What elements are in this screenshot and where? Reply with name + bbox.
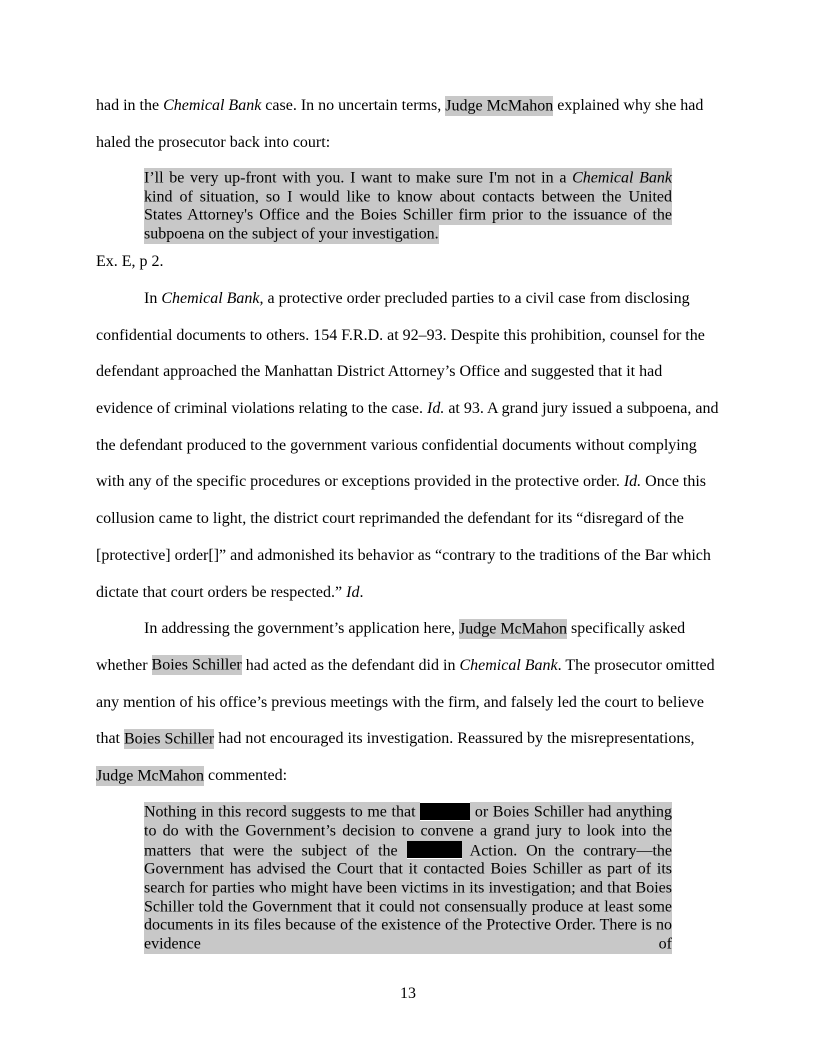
highlighted-text: or Boies Schiller had anything to do with the Government’s decision to convene a grand jury to look into the matters that were the subject of the (144, 803, 673, 860)
document-body (96, 88, 720, 954)
page-number: 13 (400, 985, 416, 1002)
highlighted-text: Judge McMahon (96, 767, 204, 785)
italic-text: Chemical Bank (459, 656, 558, 674)
italic-text: Chemical Bank, (161, 289, 264, 307)
italic-text: Id. (623, 473, 642, 491)
text-run: . The prosecutor omitted any mention of his office’s previous meetings with the firm, and falsely led the court to believe that (96, 656, 715, 748)
highlighted-text: Nothing in this record suggests to me that (144, 803, 421, 821)
text-run: Once this collusion came to light, the district court reprimanded the defendant for its “disregard of the [protective] order[]” and admonished its behavior as “contrary to the traditions of the Bar which dictate that court orders be respected.” (96, 473, 711, 601)
text-run: had acted as the defendant did in (241, 656, 460, 674)
block-quote (144, 803, 672, 955)
page-footer (0, 985, 816, 1003)
italic-text: Id. (427, 400, 445, 418)
paragraph (96, 88, 720, 161)
text-run: commented: (203, 767, 288, 785)
text-run: specifically asked whether (96, 620, 686, 674)
text-run: . (359, 583, 364, 601)
text-run: a protective order precluded parties to a civil case from disclosing confidential documents to others. 154 F.R.D. at 92–93. Despite this prohibition, counsel for the defendant approached the Manhattan District Attorney’s Office and suggested that it had evidence of criminal violations relating to the case. (96, 289, 705, 418)
text-run: In addressing the government’s application here, (144, 620, 460, 638)
paragraph (96, 611, 720, 795)
highlighted-text: Boies Schiller (151, 656, 242, 674)
paragraph (96, 244, 720, 281)
text-run: explained why she had haled the prosecutor back into court: (96, 97, 704, 151)
highlighted-text: Judge McMahon (445, 97, 554, 114)
italic-text: Chemical Bank (163, 97, 262, 114)
text-run: had in the (96, 97, 164, 114)
highlighted-text: I’ll be very up-front with you. I want to make sure I'm not in a (144, 169, 573, 187)
paragraph (96, 281, 720, 611)
italic-text: Id (346, 583, 360, 601)
text-run: In (144, 289, 162, 307)
text-run: Ex. E, p 2. (96, 253, 164, 271)
redaction-box (420, 803, 470, 820)
redaction-box (407, 841, 462, 858)
highlighted-text: Judge McMahon (459, 620, 567, 638)
highlighted-text: Boies Schiller (124, 730, 215, 748)
highlighted-text: Chemical Bank (572, 169, 672, 187)
text-run: had not encouraged its investigation. Reassured by the misrepresentations, (214, 730, 695, 748)
highlighted-text: kind of situation, so I would like to know about contacts between the United States Attorney's Office and the Boies Schiller firm prior to the issuance of the subpoena on the subject of your investigation. (144, 188, 672, 243)
highlighted-text: Action. On the contrary—the Government has advised the Court that it contacted Boies Schiller as part of its search for parties who might have been victims in its investigation; and that Boies Schiller told the Government that it could not consensually produce at least some documents in its files because of the existence of the Protective Order. There is no evidence of (144, 842, 672, 953)
block-quote (144, 169, 672, 244)
text-run: at 93. A grand jury issued a subpoena, and the defendant produced to the government various confidential documents without complying with any of the specific procedures or exceptions provided in the protective order. (96, 400, 719, 491)
text-run: case. In no uncertain terms, (261, 97, 446, 114)
